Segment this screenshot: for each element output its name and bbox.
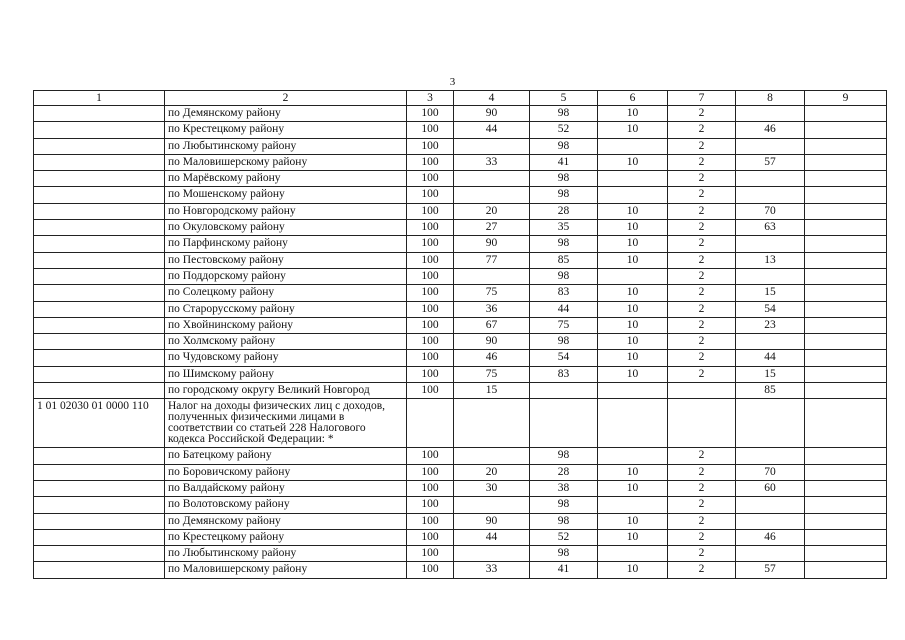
table-row xyxy=(34,285,887,301)
value-cell: 100 xyxy=(407,122,454,138)
name-cell: по Маловишерскому району xyxy=(165,562,407,578)
code-cell xyxy=(34,562,165,578)
value-cell: 2 xyxy=(668,252,736,268)
value-cell xyxy=(598,399,668,448)
name-cell: по Парфинскому району xyxy=(165,236,407,252)
value-cell: 44 xyxy=(454,122,530,138)
value-cell: 20 xyxy=(454,203,530,219)
code-cell xyxy=(34,497,165,513)
value-cell: 83 xyxy=(530,285,598,301)
value-cell: 2 xyxy=(668,366,736,382)
value-cell: 98 xyxy=(530,138,598,154)
value-cell: 100 xyxy=(407,317,454,333)
value-cell xyxy=(805,171,887,187)
value-cell xyxy=(805,268,887,284)
code-cell: 1 01 02030 01 0000 110 xyxy=(34,399,165,448)
table-row xyxy=(34,562,887,578)
value-cell xyxy=(736,546,805,562)
name-cell: по Боровичскому району xyxy=(165,464,407,480)
value-cell: 2 xyxy=(668,138,736,154)
code-cell xyxy=(34,285,165,301)
value-cell: 35 xyxy=(530,220,598,236)
value-cell: 10 xyxy=(598,252,668,268)
code-cell xyxy=(34,220,165,236)
value-cell: 100 xyxy=(407,220,454,236)
table-row xyxy=(34,268,887,284)
value-cell xyxy=(454,268,530,284)
value-cell: 10 xyxy=(598,562,668,578)
value-cell xyxy=(668,383,736,399)
value-cell xyxy=(805,350,887,366)
value-cell xyxy=(598,138,668,154)
value-cell xyxy=(805,236,887,252)
value-cell: 28 xyxy=(530,464,598,480)
value-cell: 30 xyxy=(454,480,530,496)
value-cell xyxy=(454,399,530,448)
value-cell xyxy=(805,480,887,496)
value-cell: 2 xyxy=(668,334,736,350)
code-cell xyxy=(34,383,165,399)
value-cell: 100 xyxy=(407,236,454,252)
value-cell: 15 xyxy=(736,285,805,301)
value-cell: 44 xyxy=(454,529,530,545)
value-cell: 33 xyxy=(454,562,530,578)
value-cell: 100 xyxy=(407,252,454,268)
value-cell: 2 xyxy=(668,301,736,317)
value-cell xyxy=(598,546,668,562)
value-cell: 13 xyxy=(736,252,805,268)
value-cell: 100 xyxy=(407,366,454,382)
value-cell: 46 xyxy=(736,122,805,138)
table-row xyxy=(34,464,887,480)
value-cell: 2 xyxy=(668,562,736,578)
value-cell xyxy=(805,122,887,138)
header-row xyxy=(34,91,887,106)
value-cell: 46 xyxy=(736,529,805,545)
value-cell xyxy=(530,383,598,399)
name-cell: по Шимскому району xyxy=(165,366,407,382)
code-cell xyxy=(34,122,165,138)
value-cell xyxy=(454,138,530,154)
value-cell: 2 xyxy=(668,513,736,529)
value-cell xyxy=(805,317,887,333)
name-cell: по Марёвскому району xyxy=(165,171,407,187)
name-cell: по Поддорскому району xyxy=(165,268,407,284)
name-cell: по Солецкому району xyxy=(165,285,407,301)
value-cell: 60 xyxy=(736,480,805,496)
value-cell: 46 xyxy=(454,350,530,366)
value-cell xyxy=(454,448,530,464)
name-cell: по Новгородскому району xyxy=(165,203,407,219)
table-row xyxy=(34,546,887,562)
value-cell xyxy=(736,399,805,448)
code-cell xyxy=(34,350,165,366)
value-cell xyxy=(805,448,887,464)
value-cell xyxy=(805,464,887,480)
table-row xyxy=(34,334,887,350)
name-cell: по Батецкому району xyxy=(165,448,407,464)
value-cell: 10 xyxy=(598,236,668,252)
value-cell: 67 xyxy=(454,317,530,333)
code-cell xyxy=(34,106,165,122)
value-cell xyxy=(598,383,668,399)
value-cell: 54 xyxy=(736,301,805,317)
code-cell xyxy=(34,366,165,382)
table-row xyxy=(34,513,887,529)
value-cell xyxy=(736,513,805,529)
value-cell xyxy=(805,546,887,562)
table-row xyxy=(34,187,887,203)
value-cell xyxy=(805,383,887,399)
code-cell xyxy=(34,301,165,317)
value-cell: 100 xyxy=(407,513,454,529)
header-cell: 8 xyxy=(736,91,805,106)
value-cell: 10 xyxy=(598,220,668,236)
value-cell: 10 xyxy=(598,122,668,138)
value-cell: 100 xyxy=(407,285,454,301)
value-cell: 98 xyxy=(530,171,598,187)
value-cell: 10 xyxy=(598,317,668,333)
value-cell: 2 xyxy=(668,497,736,513)
value-cell: 10 xyxy=(598,154,668,170)
value-cell: 27 xyxy=(454,220,530,236)
table-row xyxy=(34,399,887,448)
value-cell xyxy=(805,334,887,350)
value-cell xyxy=(598,268,668,284)
value-cell xyxy=(454,497,530,513)
value-cell: 2 xyxy=(668,203,736,219)
value-cell: 75 xyxy=(530,317,598,333)
value-cell xyxy=(668,399,736,448)
code-cell xyxy=(34,529,165,545)
value-cell xyxy=(598,497,668,513)
value-cell: 2 xyxy=(668,448,736,464)
value-cell xyxy=(454,187,530,203)
code-cell xyxy=(34,480,165,496)
value-cell: 100 xyxy=(407,383,454,399)
value-cell: 90 xyxy=(454,334,530,350)
table-row xyxy=(34,480,887,496)
value-cell: 38 xyxy=(530,480,598,496)
table-row xyxy=(34,383,887,399)
value-cell: 100 xyxy=(407,497,454,513)
code-cell xyxy=(34,317,165,333)
table-row xyxy=(34,301,887,317)
table-row xyxy=(34,448,887,464)
revenue-distribution-table xyxy=(33,90,887,579)
value-cell: 2 xyxy=(668,317,736,333)
value-cell: 77 xyxy=(454,252,530,268)
value-cell: 70 xyxy=(736,203,805,219)
value-cell: 20 xyxy=(454,464,530,480)
value-cell xyxy=(736,138,805,154)
code-cell xyxy=(34,252,165,268)
value-cell: 75 xyxy=(454,285,530,301)
name-cell: по Хвойнинскому району xyxy=(165,317,407,333)
value-cell: 98 xyxy=(530,448,598,464)
table-row xyxy=(34,252,887,268)
table-row xyxy=(34,236,887,252)
name-cell: по Валдайскому району xyxy=(165,480,407,496)
code-cell xyxy=(34,154,165,170)
value-cell xyxy=(454,171,530,187)
value-cell: 2 xyxy=(668,464,736,480)
value-cell: 23 xyxy=(736,317,805,333)
value-cell: 98 xyxy=(530,187,598,203)
value-cell xyxy=(530,399,598,448)
code-cell xyxy=(34,464,165,480)
table-row xyxy=(34,106,887,122)
value-cell xyxy=(736,236,805,252)
value-cell xyxy=(805,138,887,154)
value-cell: 100 xyxy=(407,301,454,317)
table-row xyxy=(34,220,887,236)
value-cell xyxy=(805,529,887,545)
header-cell: 5 xyxy=(530,91,598,106)
value-cell: 28 xyxy=(530,203,598,219)
value-cell: 15 xyxy=(454,383,530,399)
value-cell: 90 xyxy=(454,236,530,252)
value-cell: 98 xyxy=(530,268,598,284)
value-cell: 44 xyxy=(530,301,598,317)
value-cell: 41 xyxy=(530,154,598,170)
value-cell: 10 xyxy=(598,464,668,480)
name-cell: Налог на доходы физических лиц с доходов, полученных физическими лицами в соответствии со статьей 228 Налогового кодекса Российской Федерации: * xyxy=(165,399,407,448)
code-cell xyxy=(34,268,165,284)
value-cell xyxy=(805,497,887,513)
name-cell: по Маловишерскому району xyxy=(165,154,407,170)
value-cell: 100 xyxy=(407,203,454,219)
value-cell: 98 xyxy=(530,236,598,252)
value-cell: 57 xyxy=(736,562,805,578)
value-cell: 90 xyxy=(454,106,530,122)
table-row xyxy=(34,366,887,382)
table-row xyxy=(34,497,887,513)
header-cell: 7 xyxy=(668,91,736,106)
value-cell: 100 xyxy=(407,350,454,366)
value-cell: 57 xyxy=(736,154,805,170)
code-cell xyxy=(34,546,165,562)
value-cell xyxy=(805,187,887,203)
value-cell: 52 xyxy=(530,529,598,545)
value-cell: 100 xyxy=(407,171,454,187)
value-cell: 100 xyxy=(407,268,454,284)
header-cell: 2 xyxy=(165,91,407,106)
value-cell: 2 xyxy=(668,350,736,366)
value-cell: 98 xyxy=(530,513,598,529)
code-cell xyxy=(34,171,165,187)
value-cell: 100 xyxy=(407,562,454,578)
value-cell: 2 xyxy=(668,154,736,170)
value-cell: 10 xyxy=(598,350,668,366)
code-cell xyxy=(34,138,165,154)
table-row xyxy=(34,154,887,170)
value-cell: 100 xyxy=(407,187,454,203)
name-cell: по Окуловскому району xyxy=(165,220,407,236)
value-cell: 10 xyxy=(598,301,668,317)
table-row xyxy=(34,317,887,333)
value-cell: 10 xyxy=(598,106,668,122)
value-cell: 2 xyxy=(668,529,736,545)
value-cell xyxy=(805,106,887,122)
value-cell xyxy=(805,285,887,301)
header-cell: 6 xyxy=(598,91,668,106)
value-cell: 10 xyxy=(598,529,668,545)
value-cell: 100 xyxy=(407,480,454,496)
value-cell xyxy=(805,154,887,170)
value-cell xyxy=(736,187,805,203)
name-cell: по Демянскому району xyxy=(165,513,407,529)
value-cell xyxy=(736,171,805,187)
header-cell: 3 xyxy=(407,91,454,106)
name-cell: по Мошенскому району xyxy=(165,187,407,203)
name-cell: по городскому округу Великий Новгород xyxy=(165,383,407,399)
value-cell xyxy=(454,546,530,562)
value-cell: 2 xyxy=(668,236,736,252)
code-cell xyxy=(34,448,165,464)
value-cell: 2 xyxy=(668,285,736,301)
name-cell: по Пестовскому району xyxy=(165,252,407,268)
value-cell xyxy=(407,399,454,448)
value-cell: 75 xyxy=(454,366,530,382)
value-cell xyxy=(736,106,805,122)
value-cell: 2 xyxy=(668,220,736,236)
value-cell: 85 xyxy=(736,383,805,399)
value-cell: 52 xyxy=(530,122,598,138)
value-cell: 85 xyxy=(530,252,598,268)
value-cell xyxy=(805,301,887,317)
name-cell: по Демянскому району xyxy=(165,106,407,122)
value-cell: 98 xyxy=(530,334,598,350)
value-cell: 98 xyxy=(530,106,598,122)
value-cell: 100 xyxy=(407,529,454,545)
value-cell xyxy=(736,268,805,284)
name-cell: по Крестецкому району xyxy=(165,529,407,545)
value-cell xyxy=(805,203,887,219)
name-cell: по Крестецкому району xyxy=(165,122,407,138)
table-row xyxy=(34,122,887,138)
name-cell: по Старорусскому району xyxy=(165,301,407,317)
name-cell: по Волотовскому району xyxy=(165,497,407,513)
header-cell: 1 xyxy=(34,91,165,106)
value-cell: 2 xyxy=(668,480,736,496)
value-cell: 36 xyxy=(454,301,530,317)
value-cell xyxy=(598,448,668,464)
value-cell: 41 xyxy=(530,562,598,578)
page-number: 3 xyxy=(449,76,456,88)
value-cell: 63 xyxy=(736,220,805,236)
table-row xyxy=(34,203,887,219)
value-cell xyxy=(805,399,887,448)
value-cell xyxy=(805,220,887,236)
table-row xyxy=(34,350,887,366)
code-cell xyxy=(34,236,165,252)
value-cell xyxy=(736,497,805,513)
value-cell xyxy=(736,334,805,350)
value-cell xyxy=(805,513,887,529)
name-cell: по Любытинскому району xyxy=(165,546,407,562)
table-row xyxy=(34,529,887,545)
table-row xyxy=(34,171,887,187)
table-row xyxy=(34,138,887,154)
value-cell: 100 xyxy=(407,334,454,350)
value-cell xyxy=(805,252,887,268)
header-cell: 4 xyxy=(454,91,530,106)
value-cell: 2 xyxy=(668,546,736,562)
value-cell: 98 xyxy=(530,546,598,562)
value-cell: 10 xyxy=(598,285,668,301)
value-cell: 100 xyxy=(407,546,454,562)
value-cell: 83 xyxy=(530,366,598,382)
value-cell: 100 xyxy=(407,448,454,464)
value-cell: 54 xyxy=(530,350,598,366)
value-cell: 2 xyxy=(668,187,736,203)
value-cell: 98 xyxy=(530,497,598,513)
value-cell: 33 xyxy=(454,154,530,170)
value-cell: 2 xyxy=(668,268,736,284)
code-cell xyxy=(34,187,165,203)
value-cell: 10 xyxy=(598,334,668,350)
value-cell: 100 xyxy=(407,138,454,154)
value-cell: 10 xyxy=(598,480,668,496)
value-cell xyxy=(598,187,668,203)
value-cell: 10 xyxy=(598,366,668,382)
name-cell: по Холмскому району xyxy=(165,334,407,350)
value-cell xyxy=(736,448,805,464)
value-cell: 100 xyxy=(407,154,454,170)
value-cell: 70 xyxy=(736,464,805,480)
value-cell: 10 xyxy=(598,203,668,219)
code-cell xyxy=(34,203,165,219)
value-cell: 100 xyxy=(407,106,454,122)
value-cell: 44 xyxy=(736,350,805,366)
code-cell xyxy=(34,334,165,350)
value-cell: 2 xyxy=(668,171,736,187)
header-cell: 9 xyxy=(805,91,887,106)
value-cell xyxy=(805,562,887,578)
code-cell xyxy=(34,513,165,529)
value-cell: 2 xyxy=(668,106,736,122)
value-cell: 100 xyxy=(407,464,454,480)
value-cell xyxy=(805,366,887,382)
value-cell: 90 xyxy=(454,513,530,529)
value-cell: 15 xyxy=(736,366,805,382)
value-cell xyxy=(598,171,668,187)
value-cell: 10 xyxy=(598,513,668,529)
name-cell: по Любытинскому району xyxy=(165,138,407,154)
value-cell: 2 xyxy=(668,122,736,138)
name-cell: по Чудовскому району xyxy=(165,350,407,366)
